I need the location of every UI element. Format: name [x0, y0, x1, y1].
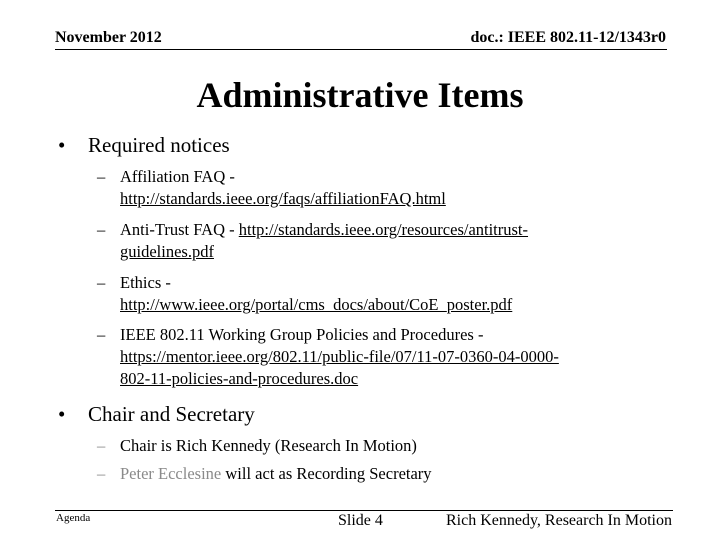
list-item-secretary: [97, 463, 672, 485]
list-item-chair: [97, 435, 672, 457]
header-rule: [55, 49, 667, 50]
bullet-dot-icon: •: [58, 402, 66, 426]
policies-link[interactable]: https://mentor.ieee.org/802.11/public-file/07/11-07-0360-04-0000-: [120, 347, 559, 366]
antitrust-link[interactable]: http://standards.ieee.org/resources/antitrust-: [238, 220, 529, 239]
dash-icon: –: [97, 167, 106, 186]
item-text: IEEE 802.11 Working Group Policies and Procedures -: [120, 325, 484, 344]
item-text: Affiliation FAQ -: [120, 167, 235, 186]
policies-link-cont[interactable]: 802-11-policies-and-procedures.doc: [120, 369, 359, 388]
dash-icon: –: [97, 325, 106, 344]
footer-slide-number: Slide 4: [338, 512, 383, 529]
footer-author: Rich Kennedy, Research In Motion: [445, 512, 672, 529]
dash-icon: –: [97, 273, 106, 292]
item-text: Ethics -: [120, 273, 171, 292]
bullet-dot-icon: •: [58, 133, 66, 157]
item-text: will act as Recording Secretary: [221, 464, 432, 483]
secretary-name: Peter Ecclesine: [120, 464, 222, 483]
list-item-antitrust: [97, 219, 672, 263]
slide-title: Administrative Items: [196, 75, 524, 115]
dash-icon: –: [97, 220, 106, 239]
bullet-label: Chair and Secretary: [88, 402, 255, 426]
list-item-affiliation: [97, 166, 672, 210]
bullet-required-notices: [58, 133, 230, 158]
bullet-chair-secretary: [58, 402, 255, 427]
header-doc-id: doc.: IEEE 802.11-12/1343r0: [470, 29, 666, 46]
affiliation-faq-link[interactable]: http://standards.ieee.org/faqs/affiliationFAQ.html: [120, 189, 446, 208]
item-text: Anti-Trust FAQ -: [120, 220, 239, 239]
list-item-policies: [97, 324, 672, 390]
bullet-label: Required notices: [88, 133, 230, 157]
dash-icon: –: [97, 464, 106, 483]
ethics-link[interactable]: http://www.ieee.org/portal/cms_docs/about/CoE_poster.pdf: [120, 295, 513, 314]
antitrust-link-cont[interactable]: guidelines.pdf: [120, 242, 214, 261]
list-item-ethics: [97, 272, 672, 316]
item-text: Chair is Rich Kennedy (Research In Motion): [120, 436, 417, 455]
footer-rule: [55, 510, 673, 511]
header-date: November 2012: [55, 29, 162, 46]
footer-agenda: Agenda: [56, 512, 91, 524]
dash-icon: –: [97, 436, 106, 455]
